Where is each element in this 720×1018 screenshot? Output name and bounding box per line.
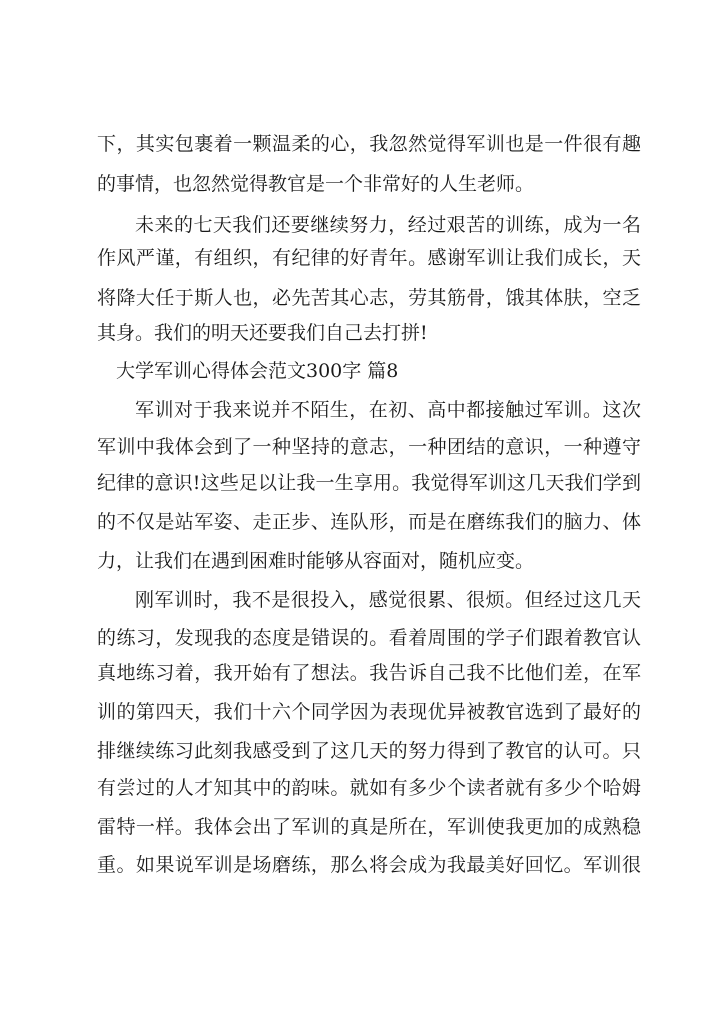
text-line: 刚军训时，我不是很投入，感觉很累、很烦。但经过这几天 [135,589,641,611]
text-line: 重。如果说军训是场磨练，那么将会成为我最美好回忆。军训很 [97,854,641,876]
text-line: 军训中我体会到了一种坚持的意志，一种团结的意识，一种遵守 [97,436,641,458]
section-heading: 大学军训心得体会范文300字 篇8 [116,360,399,382]
text-line: 的练习，发现我的态度是错误的。看着周围的学子们跟着教官认 [97,627,641,649]
text-line: 有尝过的人才知其中的韵味。就如有多少个读者就有多少个哈姆 [97,777,641,799]
text-line: 排继续练习此刻我感受到了这几天的努力得到了教官的认可。只 [97,740,641,762]
text-line: 力，让我们在遇到困难时能够从容面对，随机应变。 [97,550,535,572]
text-line: 训的第四天，我们十六个同学因为表现优异被教官选到了最好的 [97,701,641,723]
text-line: 雷特一样。我体会出了军训的真是所在，军训使我更加的成熟稳 [97,816,641,838]
text-line: 将降大任于斯人也，必先苦其心志，劳其筋骨，饿其体肤，空乏 [97,287,641,309]
text-line: 的事情，也忽然觉得教官是一个非常好的人生老师。 [97,173,535,195]
text-line: 军训对于我来说并不陌生，在初、高中都接触过军训。这次 [135,399,641,421]
text-line: 下，其实包裹着一颗温柔的心，我忽然觉得军训也是一件很有趣 [97,133,641,155]
text-line: 作风严谨，有组织，有纪律的好青年。感谢军训让我们成长，天 [97,247,641,269]
text-line: 其身。我们的明天还要我们自己去打拼! [97,322,428,344]
text-line: 纪律的意识!这些足以让我一生享用。我觉得军训这几天我们学到 [97,472,641,494]
text-line: 真地练习着，我开始有了想法。我告诉自己我不比他们差，在军 [97,662,641,684]
text-line: 未来的七天我们还要继续努力，经过艰苦的训练，成为一名 [135,214,641,236]
text-line: 的不仅是站军姿、走正步、连队形，而是在磨练我们的脑力、体 [97,511,641,533]
